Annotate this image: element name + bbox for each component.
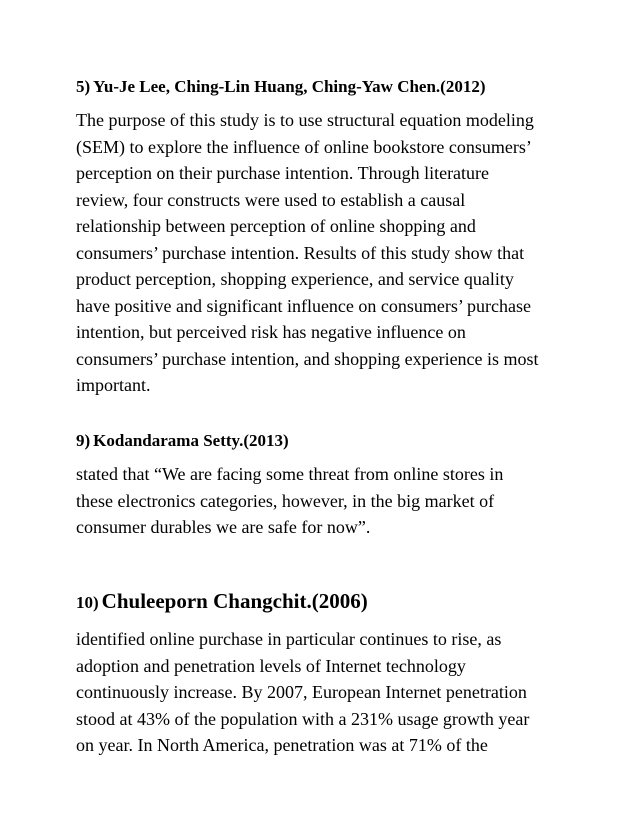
reference-10	[76, 590, 576, 759]
reference-body: The purpose of this study is to use structural equation modeling (SEM) to explore the influence of online bookstore consumers’ perception on their purchase intention. Through literature review, four constructs were used to establish a causal relationship between perception of online shopping and consumers’ purchase intention. Results of this study show that product perception, shopping experience, and service quality have positive and significant influence on consumers’ purchase intention, but perceived risk has negative influence on consumers’ purchase intention, and shopping experience is most important.	[76, 110, 539, 395]
reference-number: 5)	[76, 77, 91, 96]
reference-number: 10)	[76, 593, 99, 612]
reference-title: Kodandarama Setty.(2013)	[93, 431, 289, 450]
reference-body: identified online purchase in particular continues to rise, as adoption and penetration levels of Internet technology continuously increase. By 2007, European Internet penetration stood at 43% of the population with a 231% usage growth year on year. In North America, penetration was at 71% of the	[76, 629, 530, 755]
reference-body: stated that “We are facing some threat from online stores in these electronics categories, however, in the big market of consumer durables we are safe for now”.	[76, 464, 504, 537]
reference-heading	[76, 590, 576, 614]
reference-title: Yu-Je Lee, Ching-Lin Huang, Ching-Yaw Chen.(2012)	[93, 77, 486, 96]
reference-heading	[76, 76, 576, 98]
reference-heading	[76, 430, 576, 452]
reference-number: 9)	[76, 431, 91, 450]
reference-9	[76, 430, 576, 541]
reference-5	[76, 76, 576, 399]
reference-title: Chuleeporn Changchit.(2006)	[101, 589, 368, 613]
